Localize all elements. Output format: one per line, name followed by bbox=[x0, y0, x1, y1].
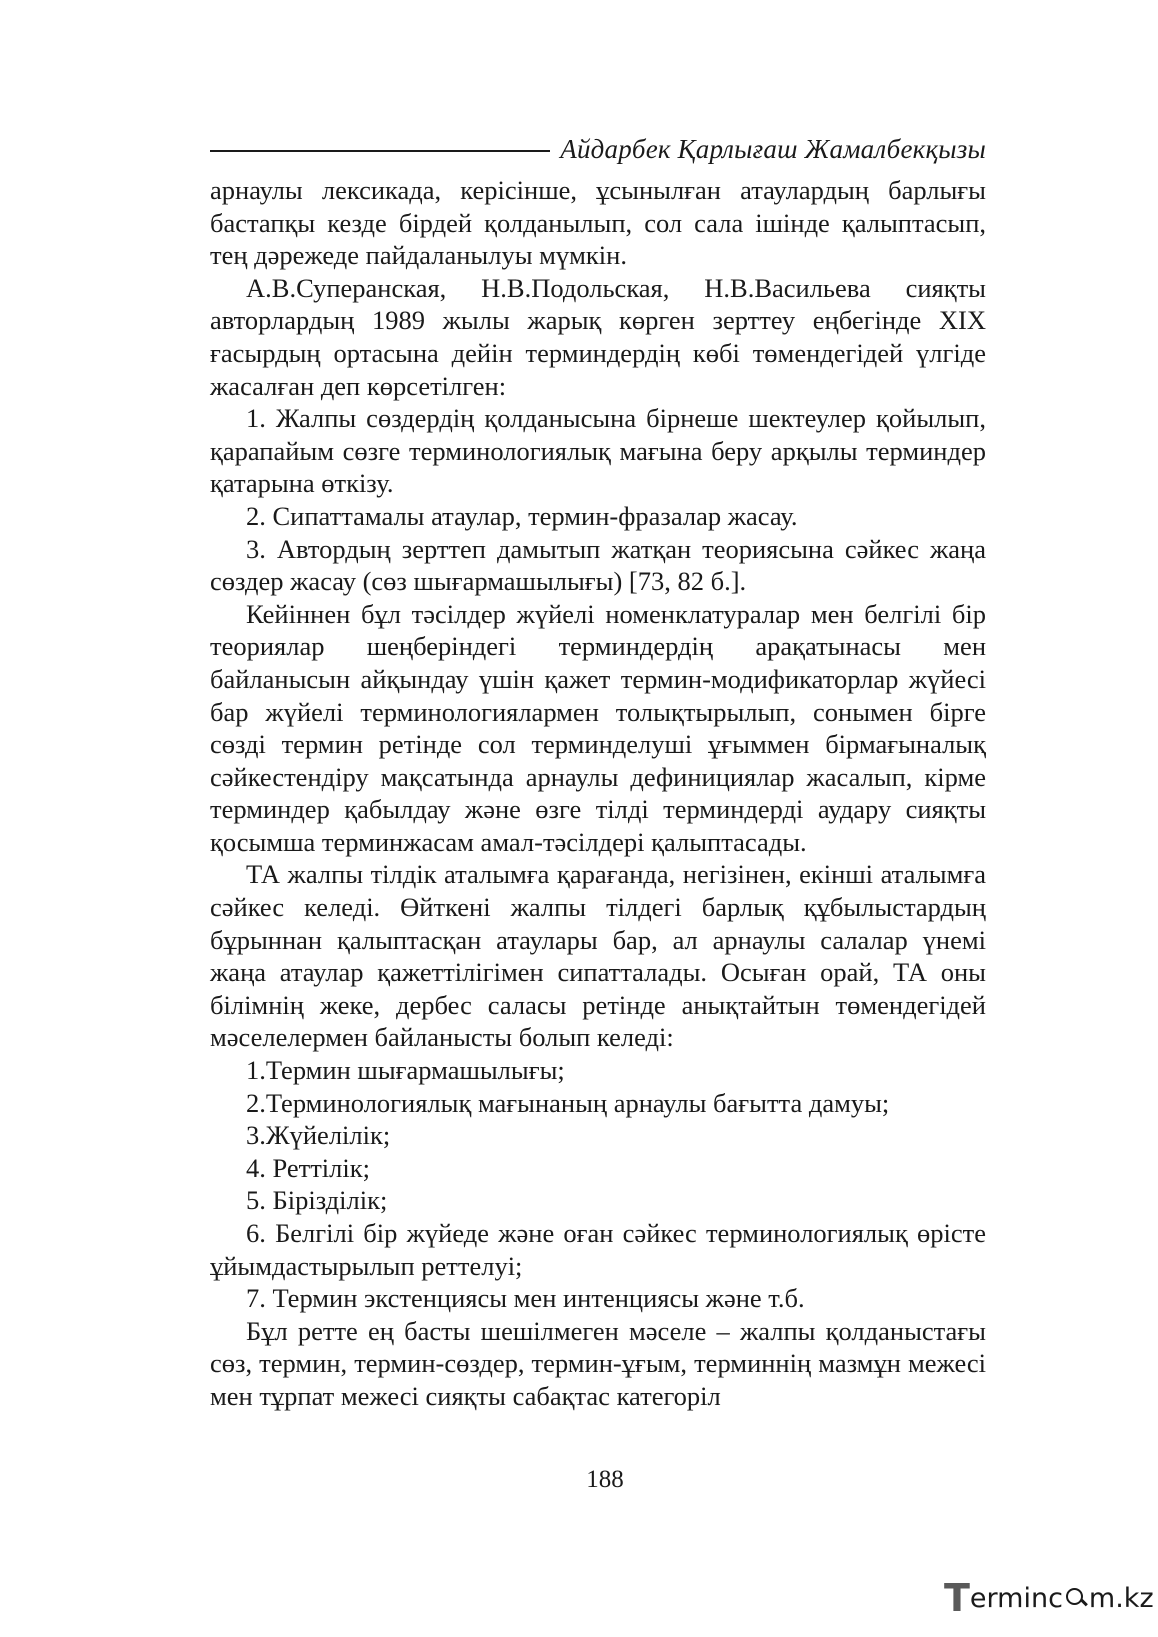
termincom-watermark bbox=[944, 1578, 1154, 1618]
paragraph: Кейіннен бұл тәсілдер жүйелі номенклатуралар мен белгілі бір теориялар шеңберіндегі терминдердің арақатынасы мен байланысын айқындау үшін қажет термин-модификаторлар жүйесі бар жүйелі терминологиялармен толықтырылып, сонымен бірге сөзді термин ретінде сол терминделуші ұғыммен бірмағыналық сәйкестендіру мақсатында арнаулы дефинициялар жасалып, кірме терминдер қабылдау және өзге тілді терминдерді аудару сияқты қосымша терминжасам амал-тәсілдері қалыптасады. bbox=[210, 598, 986, 857]
list-item: 7. Термин экстенциясы мен интенциясы және т.б. bbox=[246, 1283, 805, 1314]
list-item: 4. Реттілік; bbox=[246, 1152, 370, 1183]
list-item: 5. Бірізділік; bbox=[246, 1185, 388, 1216]
list-item: 2. Сипаттамалы атаулар, термин-фразалар жасау. bbox=[246, 500, 798, 531]
watermark-text-part1: erminc bbox=[969, 1582, 1063, 1614]
paragraph: арнаулы лексикада, керісінше, ұсынылған атаулардың барлығы бастапқы кезде бірдей қолданылып, сол сала ішінде қалыптасып, тең дәрежеде пайдаланылуы мүмкін. bbox=[210, 175, 986, 271]
list-item: 1.Термин шығармашылығы; bbox=[246, 1055, 565, 1086]
page-number: 188 bbox=[586, 1466, 624, 1493]
list-item: 6. Белгілі бір жүйеде және оған сәйкес терминологиялық өрісте ұйымдастырылып реттелуі; bbox=[210, 1218, 986, 1281]
list-item: 1. Жалпы сөздердің қолданысына бірнеше шектеулер қойылып, қарапайым сөзге терминологиялық мағына беру арқылы терминдер қатарына өткізу. bbox=[210, 403, 986, 499]
list-item: 2.Терминологиялық мағынаның арнаулы бағытта дамуы; bbox=[246, 1087, 890, 1118]
magnifier-icon bbox=[1065, 1587, 1087, 1609]
watermark-logo-letter: T bbox=[944, 1576, 970, 1620]
paragraph: Бұл ретте ең басты шешілмеген мәселе – жалпы қолданыстағы сөз, термин, термин-сөздер, термин-ұғым, терминнің мазмұн межесі мен тұрпат межесі сияқты сабақтас категоріл bbox=[210, 1315, 986, 1411]
running-header bbox=[210, 132, 986, 166]
paragraph: ТА жалпы тілдік аталымға қарағанда, негізінен, екінші аталымға сәйкес келеді. Өйткені жалпы тілдегі барлық құбылыстардың бұрыннан қалыптасқан атаулары бар, ал арнаулы салалар үнемі жаңа атаулар қажеттілігімен сипатталады. Осыған орай, ТА оны білімнің жеке, дербес саласы ретінде анықтайтын төмендегідей мәселелермен байланысты болып келеді: bbox=[210, 859, 986, 1053]
list-item: 3. Автордың зерттеп дамытып жатқан теориясына сәйкес жаңа сөздер жасау (сөз шығармашылығы) [73, 82 б.]. bbox=[210, 533, 986, 597]
paragraph: А.В.Суперанская, Н.В.Подольская, Н.В.Васильева сияқты авторлардың 1989 жылы жарық көрген зерттеу еңбегінде XIX ғасырдың ортасына дейін терминдердің көбі төмендегідей үлгіде жасалған деп көрсетілген: bbox=[210, 272, 986, 401]
body-text bbox=[210, 174, 986, 1413]
watermark-text-part2: m.kz bbox=[1088, 1582, 1154, 1614]
header-rule bbox=[210, 150, 550, 152]
header-author: Айдарбек Қарлығаш Жамалбекқызы bbox=[560, 133, 986, 164]
list-item: 3.Жүйелілік; bbox=[246, 1120, 391, 1151]
